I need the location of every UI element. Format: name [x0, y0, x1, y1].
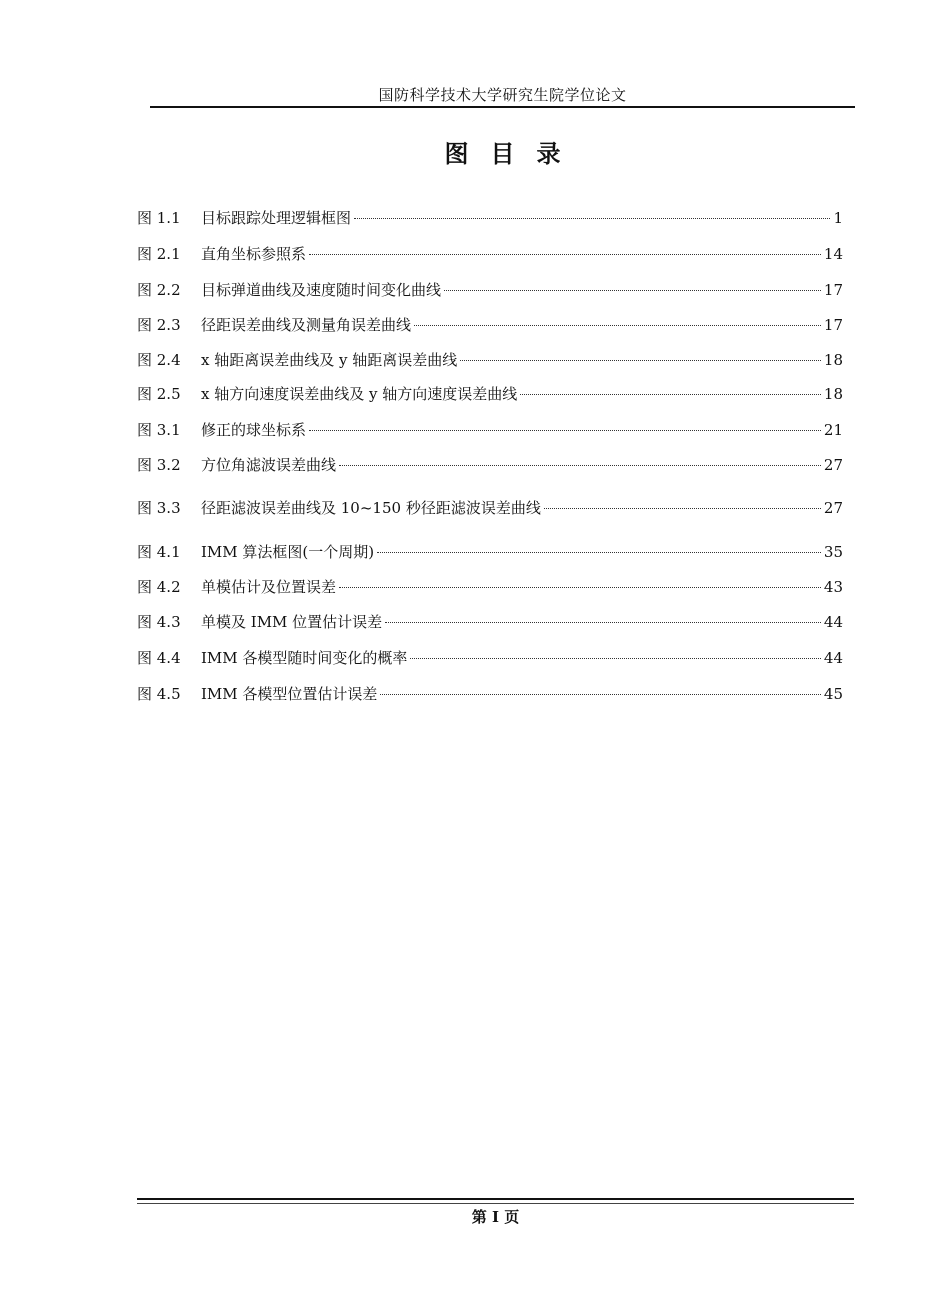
toc-entry[interactable] [137, 419, 843, 441]
header-rule [150, 106, 855, 108]
dot-leader [309, 254, 821, 255]
toc-entry[interactable] [137, 576, 843, 598]
figure-label: 图 3.3 [137, 499, 181, 517]
figure-label: 图 3.2 [137, 456, 181, 474]
dot-leader [377, 552, 821, 553]
figure-label: 图 2.2 [137, 281, 181, 299]
figure-label: 图 4.2 [137, 578, 181, 596]
dot-leader [520, 394, 821, 395]
page-ref: 43 [823, 578, 843, 596]
dot-leader [339, 587, 821, 588]
dot-leader [444, 290, 821, 291]
dot-leader [414, 325, 821, 326]
figure-caption: 直角坐标参照系 [201, 245, 307, 263]
page-ref: 1 [833, 209, 843, 227]
dot-leader [339, 465, 821, 466]
figure-caption: x 轴方向速度误差曲线及 y 轴方向速度误差曲线 [201, 385, 518, 403]
toc-entry[interactable] [137, 497, 843, 519]
dot-leader [380, 694, 820, 695]
figure-label: 图 2.3 [137, 316, 181, 334]
page-ref: 17 [823, 316, 843, 334]
page-number: 第 I 页 [471, 1208, 520, 1226]
toc-entry[interactable] [137, 349, 843, 371]
figure-caption: x 轴距离误差曲线及 y 轴距离误差曲线 [201, 351, 458, 369]
toc-entry[interactable] [137, 314, 843, 336]
dot-leader [309, 430, 821, 431]
figure-caption: 修正的球坐标系 [201, 421, 307, 439]
toc-entry[interactable] [137, 243, 843, 265]
page-header: 国防科学技术大学研究生院学位论文 [378, 86, 627, 104]
page-ref: 27 [823, 456, 843, 474]
figure-caption: 方位角滤波误差曲线 [201, 456, 337, 474]
page-title: 图目录 [444, 139, 583, 168]
figure-caption: 目标弹道曲线及速度随时间变化曲线 [201, 281, 442, 299]
footer-rule [137, 1198, 854, 1200]
figure-caption: 单模及 IMM 位置估计误差 [201, 613, 383, 631]
figure-caption: 单模估计及位置误差 [201, 578, 337, 596]
dot-leader [410, 658, 820, 659]
dot-leader [354, 218, 830, 219]
dot-leader [460, 360, 821, 361]
figure-label: 图 4.5 [137, 685, 181, 703]
footer-rule-thin [137, 1203, 854, 1204]
figure-label: 图 4.1 [137, 543, 181, 561]
page-ref: 44 [823, 613, 843, 631]
figure-label: 图 4.4 [137, 649, 181, 667]
figure-label: 图 2.5 [137, 385, 181, 403]
page-ref: 27 [823, 499, 843, 517]
page-ref: 44 [823, 649, 843, 667]
page-ref: 18 [823, 385, 843, 403]
dot-leader [385, 622, 821, 623]
page-ref: 45 [823, 685, 843, 703]
toc-entry[interactable] [137, 383, 843, 405]
figure-caption: IMM 算法框图(一个周期) [201, 543, 375, 561]
page-ref: 17 [823, 281, 843, 299]
figure-label: 图 3.1 [137, 421, 181, 439]
figure-label: 图 1.1 [137, 209, 181, 227]
figure-caption: 径距滤波误差曲线及 10~150 秒径距滤波误差曲线 [201, 499, 541, 517]
page-ref: 18 [823, 351, 843, 369]
toc-entry[interactable] [137, 647, 843, 669]
toc-entry[interactable] [137, 541, 843, 563]
toc-entry[interactable] [137, 683, 843, 705]
figure-label: 图 2.1 [137, 245, 181, 263]
toc-entry[interactable] [137, 611, 843, 633]
figure-caption: 目标跟踪处理逻辑框图 [201, 209, 352, 227]
toc-entry[interactable] [137, 279, 843, 301]
figure-caption: IMM 各模型随时间变化的概率 [201, 649, 408, 667]
figure-label: 图 4.3 [137, 613, 181, 631]
page-ref: 21 [823, 421, 843, 439]
toc-entry[interactable] [137, 454, 843, 476]
page-ref: 14 [823, 245, 843, 263]
figure-label: 图 2.4 [137, 351, 181, 369]
page-ref: 35 [823, 543, 843, 561]
figure-caption: 径距误差曲线及测量角误差曲线 [201, 316, 412, 334]
toc-entry[interactable] [137, 207, 843, 229]
dot-leader [544, 508, 821, 509]
figure-caption: IMM 各模型位置估计误差 [201, 685, 378, 703]
